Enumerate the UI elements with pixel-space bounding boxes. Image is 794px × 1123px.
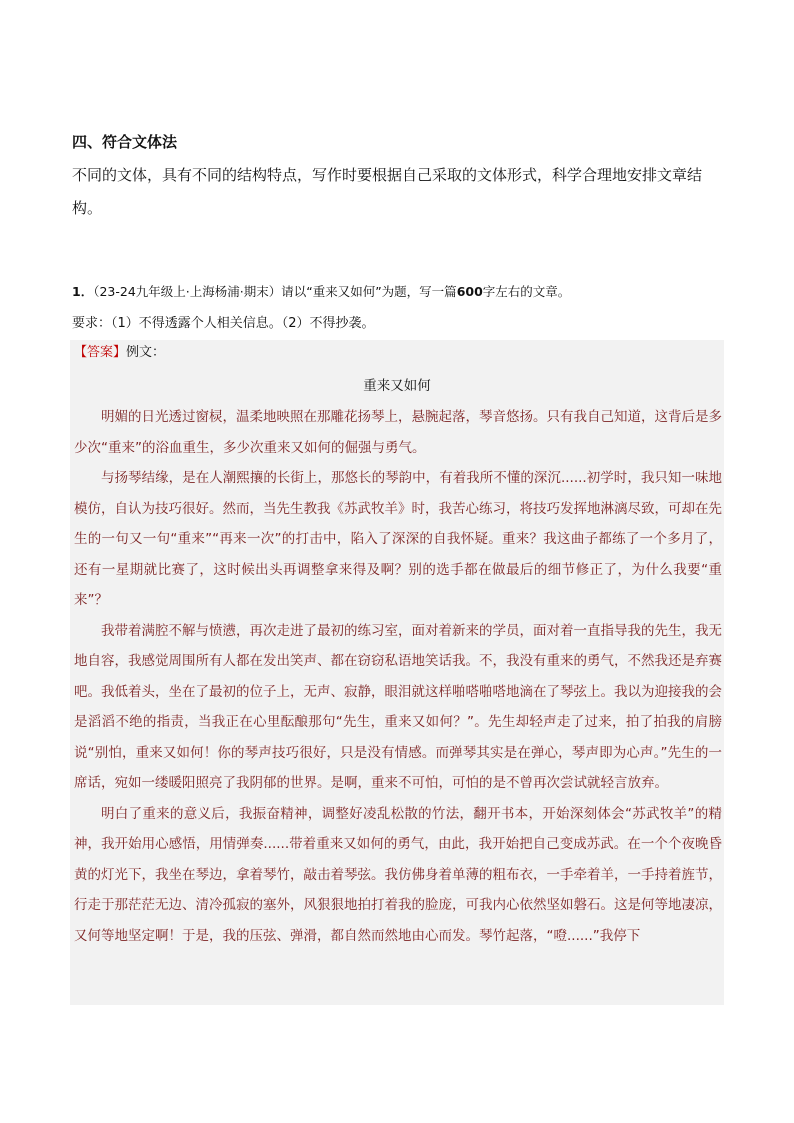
essay-paragraph: 明白了重来的意义后，我振奋精神，调整好凌乱松散的竹法，翻开书本，开始深刻体会“苏武牧羊”的精神，我开始用心感悟，用情弹奏......带着重来又如何的勇气，由此，我开始把自己变成苏武。在一个个夜晚昏黄的灯光下，我坐在琴边，拿着琴竹，敲击着琴弦。我仿佛身着单薄的粗布衣，一手牵着羊，一手持着旌节，行走于那茫茫无边、清冷孤寂的塞外，风狠狠地拍打着我的脸庞，可我内心依然坚如磐石。这是何等地凄凉，又何等地坚定啊！于是，我的压弦、弹滑，都自然而然地由心而发。琴竹起落，“噔......”我停下 — [74, 805, 722, 944]
question-prompt-after: 字左右的文章。 — [482, 284, 571, 299]
section-intro: 不同的文体，具有不同的结构特点，写作时要根据自己采取的文体形式，科学合理地安排文章结构。 — [72, 166, 703, 217]
question-number: 1． — [72, 284, 94, 299]
essay-body — [74, 402, 722, 951]
section-heading: 四、符合文体法 — [72, 133, 178, 151]
answer-box — [70, 340, 724, 1005]
answer-label — [74, 344, 165, 362]
question-word-count: 600 — [456, 284, 483, 299]
essay-title: 重来又如何 — [363, 378, 431, 394]
essay-paragraph: 明媚的日光透过窗棂，温柔地映照在那雕花扬琴上，悬腕起落，琴音悠扬。只有我自己知道，这背后是多少次“重来”的浴血重生，多少次重来又如何的倔强与勇气。 — [74, 409, 722, 456]
question — [72, 283, 724, 301]
answer-tag: 【答案】 — [74, 345, 127, 360]
answer-label-text: 例文： — [126, 345, 166, 360]
essay-paragraph: 与扬琴结缘，是在人潮熙攘的长街上，那悠长的琴韵中，有着我所不懂的深沉......初学时，我只知一味地模仿，自认为技巧很好。然而，当先生教我《苏武牧羊》时，我苦心练习，将技巧发挥地淋漓尽致，可却在先生的一句又一句“重来”“再来一次”的打击中，陷入了深深的自我怀疑。重来？我这曲子都练了一个多月了，还有一星期就比赛了，这时候出头再调整拿来得及啊？别的选手都在做最后的细节修正了，为什么我要“重来”？ — [74, 470, 722, 608]
question-source: （23-24九年级上·上海杨浦·期末） — [93, 284, 282, 299]
essay-paragraph: 我带着满腔不解与愤懑，再次走进了最初的练习室，面对着新来的学员，面对着一直指导我的先生，我无地自容，我感觉周围所有人都在发出笑声、都在窃窃私语地笑话我。不，我没有重来的勇气，不然我还是弃赛吧。我低着头，坐在了最初的位子上，无声、寂静，眼泪就这样啪嗒啪嗒地滴在了琴弦上。我以为迎接我的会是滔滔不绝的指责，当我正在心里酝酿那句“先生，重来又如何？”。先生却轻声走了过来，拍了拍我的肩膀说“别怕，重来又如何！你的琴声技巧很好，只是没有情感。而弹琴其实是在弹心，琴声即为心声。”先生的一席话，宛如一缕暖阳照亮了我阴郁的世界。是啊，重来不可怕，可怕的是不曾再次尝试就轻言放弃。 — [74, 622, 722, 791]
question-requirements: 要求：（1）不得透露个人相关信息。（2）不得抄袭。 — [72, 316, 375, 331]
question-prompt-before: 请以“重来又如何”为题，写一篇 — [281, 284, 457, 299]
